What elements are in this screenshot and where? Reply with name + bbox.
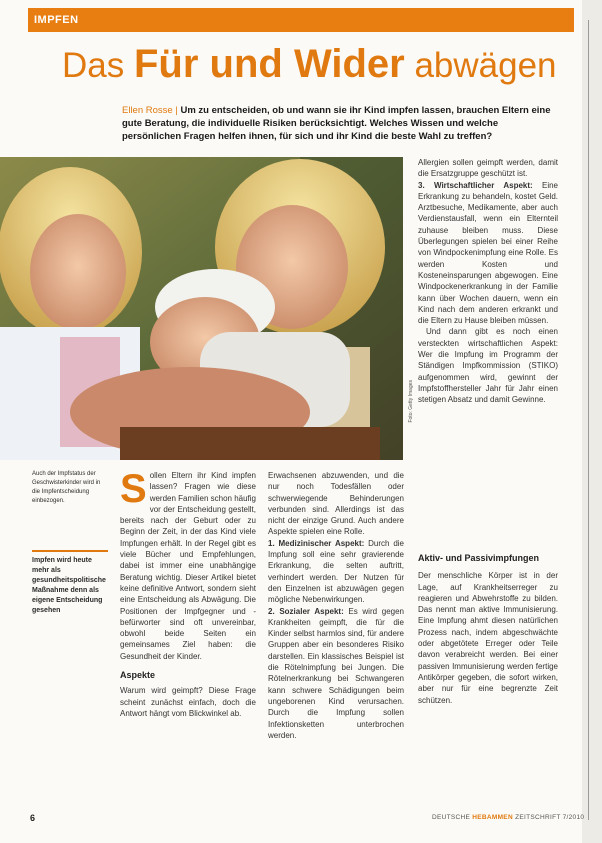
aspect-medical-heading: 1. Medizinischer Aspekt: (268, 538, 365, 548)
article-photo (0, 157, 403, 460)
footer (432, 814, 584, 821)
subhead-aspekte: Aspekte (120, 670, 156, 681)
column-3-lower (418, 553, 558, 706)
page-title (62, 42, 557, 87)
title-word-das: Das (62, 46, 125, 85)
column-3-intro: Allergien sollen geimpft werden, damit die Ersatzgruppe geschützt ist. (418, 158, 558, 179)
section-bar: IMPFEN (28, 8, 574, 32)
photo-children-with-baby (0, 157, 403, 460)
subhead-aktiv-passiv: Aktiv- und Passivimpfungen (418, 553, 540, 563)
footer-brand: HEBAMMEN (472, 814, 513, 821)
column-1 (120, 467, 256, 719)
column-1-text-2: Warum wird geimpft? Diese Frage scheint zunächst einfach, doch die Antwort hängt vom Blickwinkel ab. (120, 686, 256, 718)
aspect-social-text: Es wird gegen Krankheiten geimpft, die für die Kinder selbst harmlos sind, für andere Gruppen aber ein besonderes Risiko darstellen. Ein klassisches Beispiel ist die Rötelnimpfung bei Jungen. Die Rötelnerkrankung bei Schwangeren kann schwere Schädigungen beim ungeborenen Kind verursachen. Durch die Impfung sollen Infektionsketten unterbrochen werden. (268, 606, 404, 740)
lead-paragraph (122, 104, 552, 143)
column-1-text: ollen Eltern ihr Kind impfen lassen? Fragen wie diese werden Familien schon häufig vor der Entscheidung gestellt, bereits nach der Geburt oder zu Beginn der Zeit, in der das Kind viele Impfungen erhält. In der Regel gibt es viele Bücher und Empfehlungen, dabei ist immer eine unabhängige Beratung wichtig. Dieser Artikel bietet keine definitive Antwort, sondern sieht eine Entscheidung als Abwägung. Die Positionen der Impfgegner und -befürworter sind oft unvereinbar, obwohl beide Seiten ein gemeinsames Ziel haben: die Gesundheit der Kinder. (120, 471, 256, 661)
title-main: Für und Wider (133, 42, 405, 86)
lead-text: Um zu entscheiden, ob und wann sie ihr Kind impfen lassen, brauchen Eltern eine gute Beratung, die individuelle Risiken berücksichtigt. Welches Wissen und welche persönlichen Fragen helfen ihnen, für sich und ihr Kind die beste Wahl zu treffen? (122, 105, 551, 142)
pull-quote: Impfen wird heute mehr als gesundheitspolitische Maßnahme denn als eigene Entscheidung gesehen (32, 550, 108, 616)
column-3 (418, 157, 558, 406)
column-3-para-2: Und dann gibt es noch einen versteckten wirtschaftlichen Aspekt: Wer die Impfung im Programm der Ständigen Impfkommission (STIKO) aufgenommen wird, gewinnt der Impfstoffhersteller Jahr für Jahr einen stetigen Absatz und damit Gewinne. (418, 327, 558, 405)
title-word-abwaegen: abwägen (414, 46, 557, 85)
page-number: 6 (30, 813, 36, 823)
column-3-text-3: Der menschliche Körper ist in der Lage, auf Krankheitserreger zu reagieren und Abwehrstoffe zu bilden. Das nennt man aktive Immunisierung. Eine Impfung ahmt diesen natürlichen Prozess nach, indem abgeschwächte oder abgetötete Erreger oder Teile davon verabreicht werden. Bei einer passiven Immunisierung werden fertige Antikörper gegeben, die sofort wirken, aber nur für eine begrenzte Zeit schützen. (418, 571, 558, 705)
photo-credit: Foto: Getty Images (408, 380, 414, 423)
column-2-intro: Erwachsenen abzuwenden, und die nur noch Todesfällen oder schwerwiegende Behinderungen verbunden sind. Allerdings ist das nicht der einzige Grund. Auch andere Aspekte spielen eine Rolle. (268, 471, 404, 537)
aspect-medical-text: Durch die Impfung soll eine sehr gravierende Erkrankung, die selten auftritt, verhindert werden. Der Nutzen für den Einzelnen ist abzuwägen gegen mögliche Nebenwirkungen. (268, 538, 404, 605)
drop-cap: S (120, 467, 147, 511)
footer-prefix: DEUTSCHE (432, 814, 471, 821)
page-fold-line (588, 20, 589, 820)
aspect-economic-text: Eine Erkrankung zu behandeln, kostet Geld. Arztbesuche, Medikamente, aber auch Verdienstausfall, wenn ein Elternteil zuhause bleiben muss. Diese Überlegungen spielen bei einer Reihe von Windpockenimpfung eine Rolle. Es werden Kosten und Kosteneinsparungen abgewogen. Eine Windpockenerkrankung in der Familie kann über Wochen dauern, wenn ein Kind nach dem anderen erkrankt und die Eltern zu Hause bleiben müssen. (418, 180, 558, 326)
footer-suffix: ZEITSCHRIFT 7/2010 (515, 814, 585, 821)
author: Ellen Rosse | (122, 105, 178, 116)
column-2 (268, 470, 404, 741)
page-edge (582, 0, 602, 843)
photo-caption: Auch der Impfstatus der Geschwisterkinder wird in die Impfentscheidung einbezogen. (32, 471, 101, 504)
aspect-social-heading: 2. Sozialer Aspekt: (268, 606, 344, 616)
aspect-economic-heading: 3. Wirtschaftlicher Aspekt: (418, 180, 533, 190)
